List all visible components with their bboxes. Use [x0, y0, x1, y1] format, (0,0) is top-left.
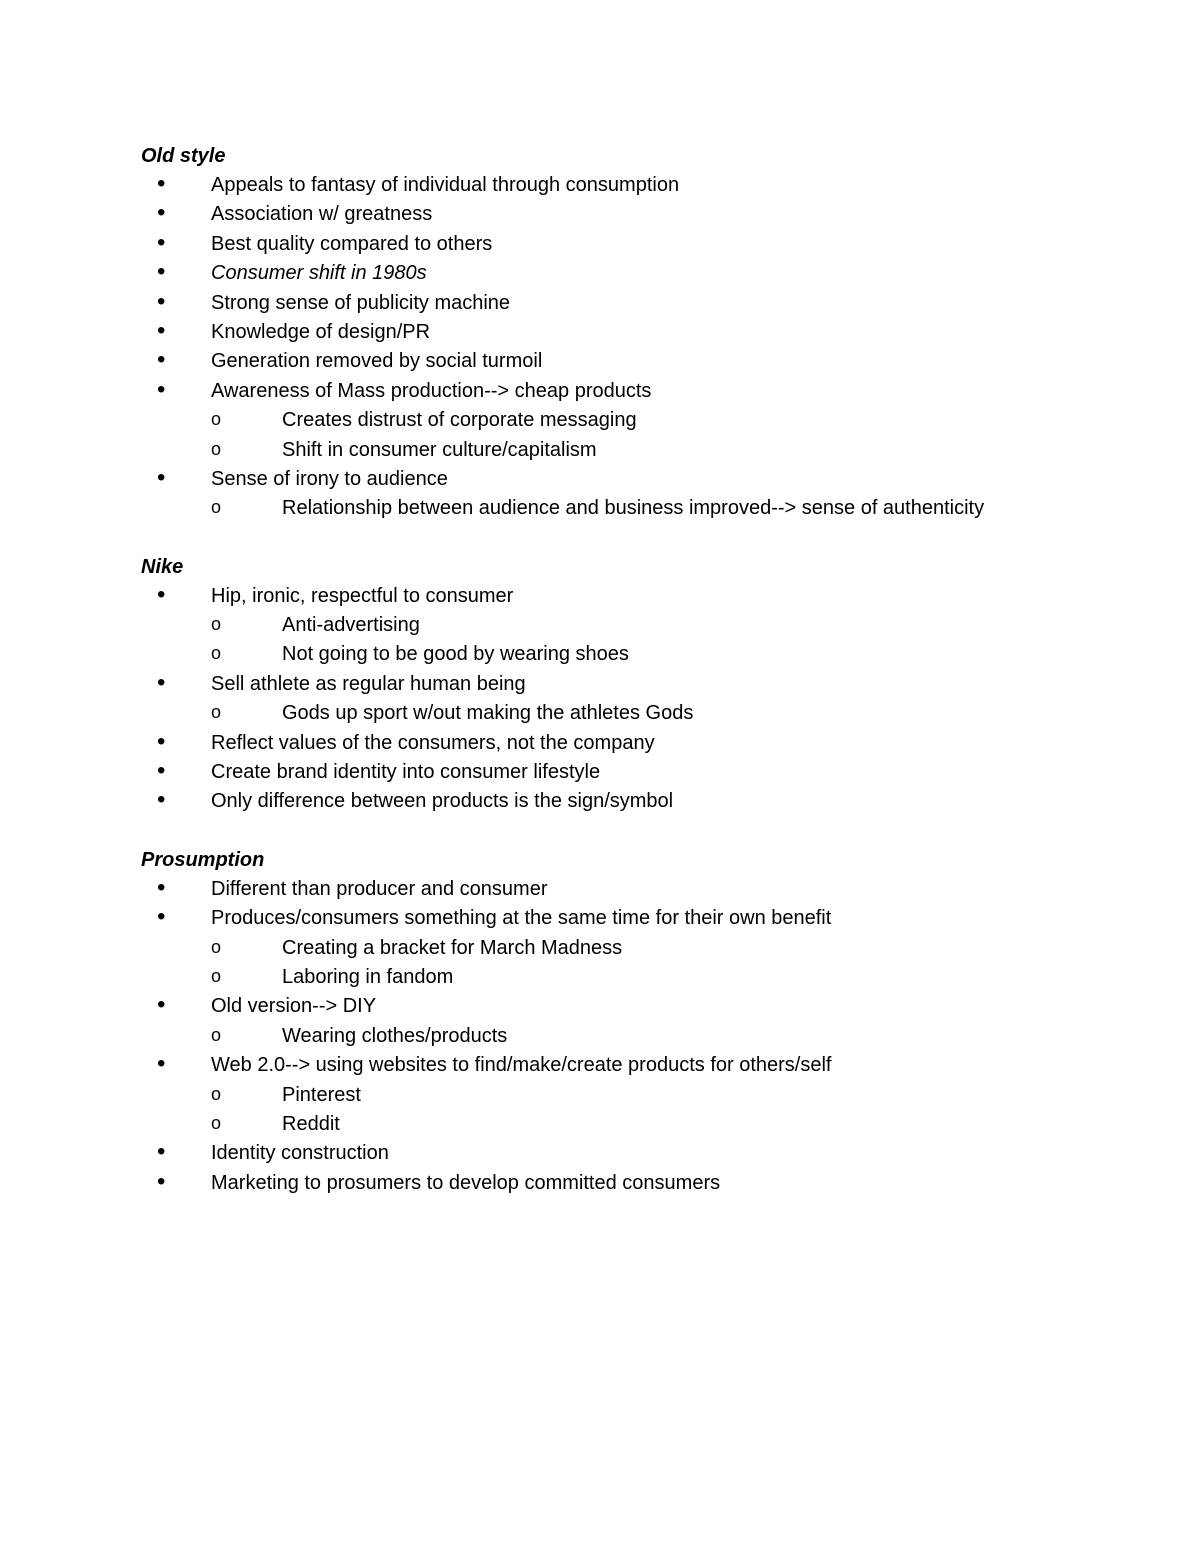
bullet-circle-icon: o	[211, 614, 222, 635]
section-heading: Old style	[141, 145, 226, 167]
list-item	[141, 582, 1141, 611]
list-item	[141, 1169, 1141, 1198]
list-item	[141, 670, 1141, 699]
list-item	[141, 992, 1141, 1021]
list-item	[141, 289, 1141, 318]
list-item-text: Best quality compared to others	[211, 232, 493, 255]
bullet-circle-icon: o	[211, 497, 222, 518]
list-item-text: Association w/ greatness	[211, 203, 433, 226]
bullet-circle-icon: o	[211, 438, 222, 459]
list-item-text: Shift in consumer culture/capitalism	[282, 438, 597, 461]
bullet-disc-icon: •	[157, 1167, 166, 1195]
list-item	[141, 465, 1141, 494]
bullet-disc-icon: •	[157, 786, 166, 814]
bullet-list	[141, 875, 1141, 1198]
list-item-text: Anti-advertising	[282, 614, 420, 637]
list-item	[141, 347, 1141, 376]
list-item-text: Produces/consumers something at the same time for their own benefit	[211, 907, 832, 930]
list-item-text: Sense of irony to audience	[211, 467, 448, 490]
bullet-disc-icon: •	[157, 991, 166, 1019]
list-item	[141, 729, 1141, 758]
list-item-text: Knowledge of design/PR	[211, 320, 431, 343]
list-item	[141, 787, 1141, 816]
sub-list-item	[141, 1110, 1141, 1139]
list-item	[141, 200, 1141, 229]
bullet-disc-icon: •	[157, 757, 166, 785]
bullet-disc-icon: •	[157, 668, 166, 696]
list-item	[141, 758, 1141, 787]
section-heading: Nike	[141, 555, 184, 578]
bullet-disc-icon: •	[157, 580, 166, 608]
sub-list-item	[141, 963, 1141, 992]
list-item-text: Gods up sport w/out making the athletes Gods	[282, 702, 694, 725]
bullet-disc-icon: •	[157, 228, 166, 256]
list-item-text: Sell athlete as regular human being	[211, 672, 526, 695]
list-item	[141, 171, 1141, 200]
bullet-circle-icon: o	[211, 409, 222, 430]
list-item-text: Reddit	[282, 1112, 340, 1135]
sub-list-item	[141, 699, 1141, 728]
bullet-disc-icon: •	[157, 199, 166, 227]
list-item-text: Awareness of Mass production--> cheap products	[211, 379, 652, 402]
bullet-disc-icon: •	[157, 1138, 166, 1166]
list-item	[141, 230, 1141, 259]
bullet-circle-icon: o	[211, 702, 222, 723]
list-item	[141, 259, 1141, 288]
list-item	[141, 377, 1141, 406]
bullet-circle-icon: o	[211, 1112, 222, 1133]
list-item	[141, 1051, 1141, 1080]
list-item-text: Reflect values of the consumers, not the company	[211, 731, 655, 754]
list-item-text: Create brand identity into consumer lifestyle	[211, 761, 601, 784]
notes-section	[141, 553, 1141, 817]
bullet-circle-icon: o	[211, 643, 222, 664]
list-item-text: Wearing clothes/products	[282, 1024, 508, 1047]
bullet-disc-icon: •	[157, 903, 166, 931]
list-item-text: Consumer shift in 1980s	[211, 262, 427, 285]
list-item-text: Not going to be good by wearing shoes	[282, 643, 629, 666]
list-item-text: Hip, ironic, respectful to consumer	[211, 584, 514, 607]
list-item-text: Only difference between products is the sign/symbol	[211, 790, 674, 813]
list-item	[141, 904, 1141, 933]
list-item	[141, 875, 1141, 904]
list-item-text: Laboring in fandom	[282, 965, 454, 988]
sub-list-item	[141, 640, 1141, 669]
sub-list-item	[141, 406, 1141, 435]
sub-list-item	[141, 1081, 1141, 1110]
notes-section	[141, 142, 1141, 524]
bullet-circle-icon: o	[211, 936, 222, 957]
bullet-circle-icon: o	[211, 1024, 222, 1045]
list-item-text: Creating a bracket for March Madness	[282, 936, 623, 959]
list-item-text: Pinterest	[282, 1083, 361, 1106]
bullet-disc-icon: •	[157, 258, 166, 286]
list-item	[141, 318, 1141, 347]
sub-list-item	[141, 494, 1141, 523]
bullet-list	[141, 171, 1141, 524]
bullet-disc-icon: •	[157, 463, 166, 491]
bullet-list	[141, 582, 1141, 817]
list-item-text: Relationship between audience and business improved--> sense of authenticity	[282, 497, 985, 520]
sub-list-item	[141, 436, 1141, 465]
bullet-circle-icon: o	[211, 1083, 222, 1104]
bullet-disc-icon: •	[157, 346, 166, 374]
bullet-disc-icon: •	[157, 287, 166, 315]
bullet-disc-icon: •	[157, 1050, 166, 1078]
list-item-text: Old version--> DIY	[211, 995, 377, 1018]
list-item-text: Generation removed by social turmoil	[211, 350, 543, 373]
list-item-text: Identity construction	[211, 1142, 389, 1165]
sub-list-item	[141, 611, 1141, 640]
bullet-disc-icon: •	[157, 375, 166, 403]
section-heading: Prosumption	[141, 848, 265, 871]
bullet-circle-icon: o	[211, 965, 222, 986]
list-item-text: Different than producer and consumer	[211, 877, 548, 900]
bullet-disc-icon: •	[157, 316, 166, 344]
bullet-disc-icon: •	[157, 727, 166, 755]
notes-section	[141, 846, 1141, 1198]
sub-list-item	[141, 1022, 1141, 1051]
list-item-text: Appeals to fantasy of individual through consumption	[211, 174, 680, 196]
list-item-text: Marketing to prosumers to develop committed consumers	[211, 1171, 721, 1194]
sub-list-item	[141, 934, 1141, 963]
bullet-disc-icon: •	[157, 873, 166, 901]
bullet-disc-icon: •	[157, 170, 166, 197]
list-item-text: Strong sense of publicity machine	[211, 291, 511, 314]
list-item-text: Creates distrust of corporate messaging	[282, 409, 637, 432]
list-item	[141, 1139, 1141, 1168]
notes-content	[141, 142, 1141, 1198]
list-item-text: Web 2.0--> using websites to find/make/create products for others/self	[211, 1054, 832, 1077]
